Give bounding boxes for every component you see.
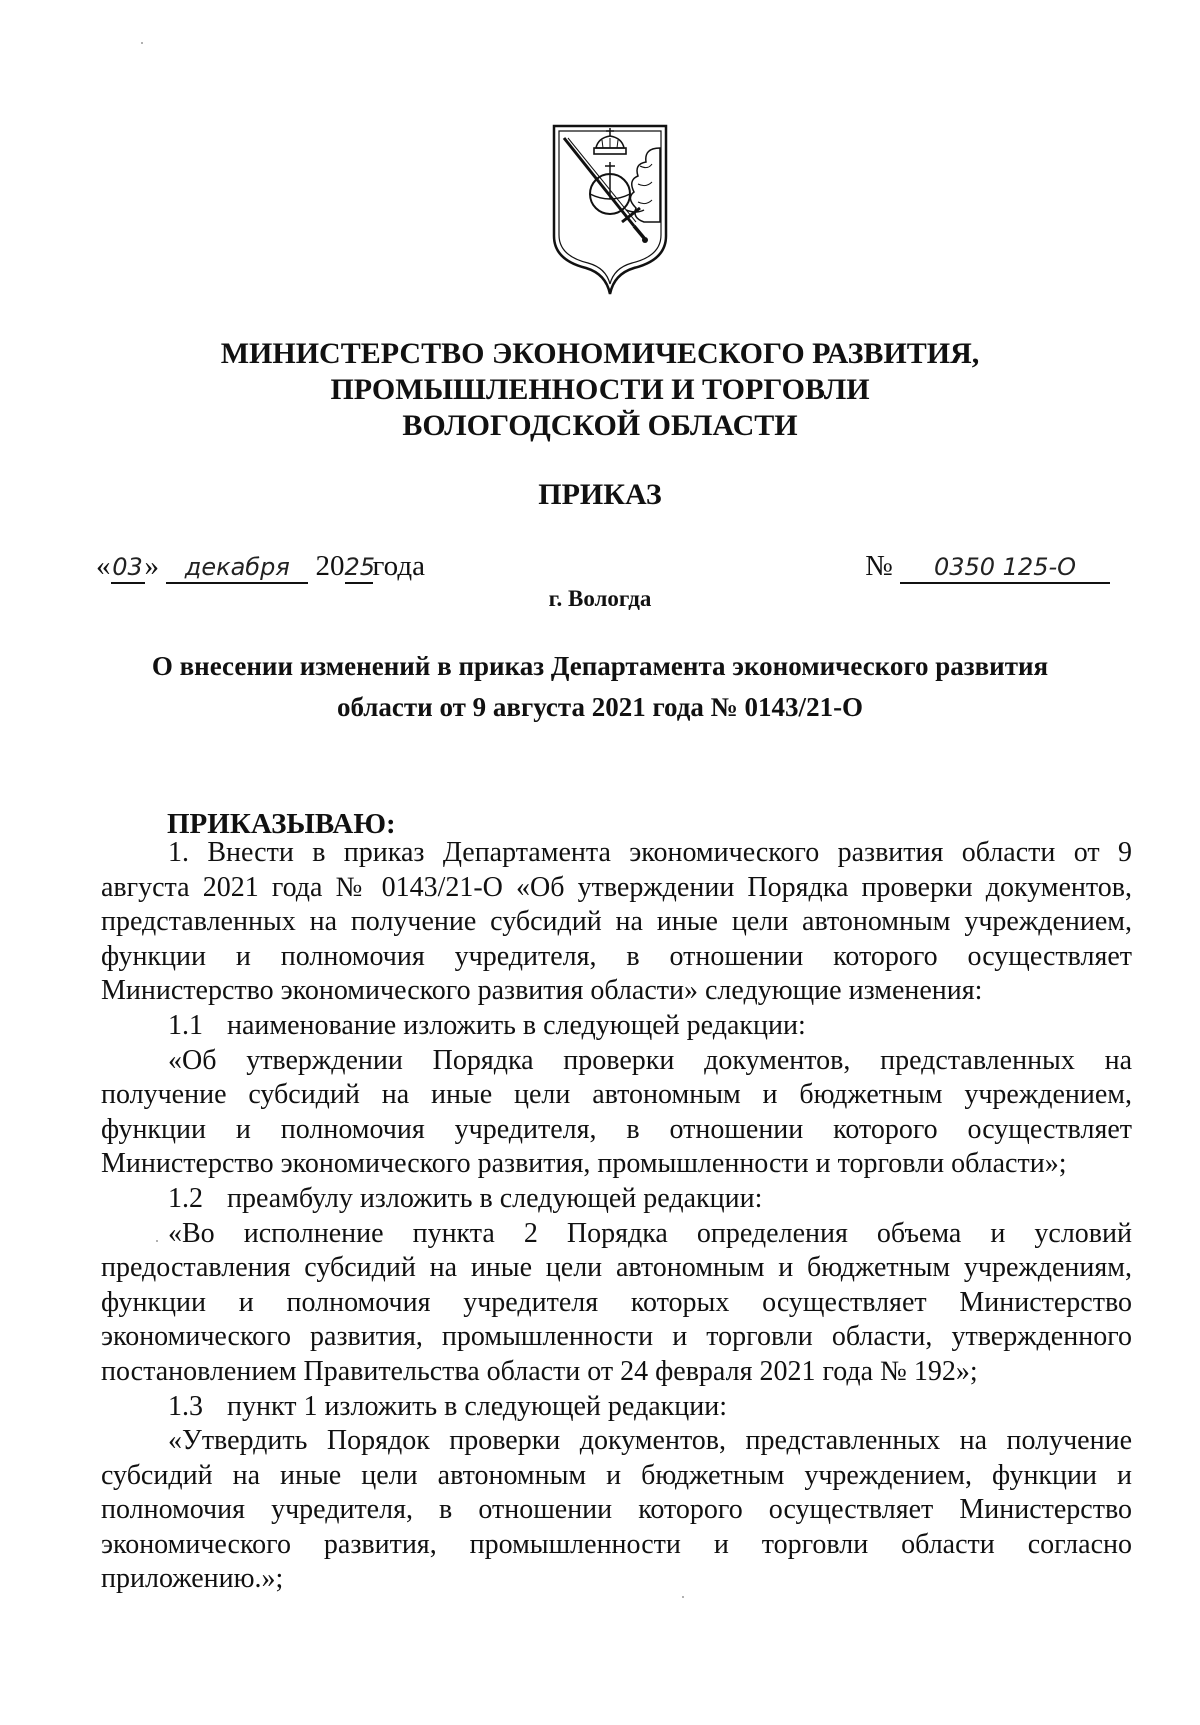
date-close-quote: » (144, 550, 159, 582)
quote-1-line: «Об утверждении Порядка проверки документов, представленных на (168, 1044, 1132, 1076)
p1-line: функции и полномочия учредителя, в отношении которого осуществляет (101, 940, 1132, 972)
date-year-word: года (372, 550, 425, 582)
scan-speck (682, 1596, 684, 1598)
quote-3-line: приложению.»; (101, 1563, 284, 1595)
subitem-text: пункт 1 изложить в следующей редакции: (227, 1390, 727, 1422)
quote-3-line: полномочия учредителя, в отношении которого осуществляет Министерство (101, 1494, 1132, 1526)
order-body (101, 836, 1132, 1597)
date-open-quote: « (96, 550, 111, 582)
subitem-text: наименование изложить в следующей редакции: (227, 1009, 806, 1041)
ministry-line-1: МИНИСТЕРСТВО ЭКОНОМИЧЕСКОГО РАЗВИТИЯ, (220, 337, 980, 370)
p1-line: августа 2021 года № 0143/21-О «Об утверждении Порядка проверки документов, (101, 871, 1132, 903)
subitem-1-2 (101, 1182, 1132, 1217)
order-subject (0, 646, 1200, 728)
quote-2-line: функции и полномочия учредителя которых осуществляет Министерство (101, 1286, 1132, 1318)
p1-line: Министерство экономического развития области» следующие изменения: (101, 975, 983, 1007)
quote-3-line: экономического развития, промышленности и торговли области согласно (101, 1528, 1132, 1560)
subitem-1-3 (101, 1390, 1132, 1425)
number-value: 0350 125-О (900, 552, 1110, 584)
quote-2-line: «Во исполнение пункта 2 Порядка определения объема и условий (168, 1217, 1132, 1249)
order-title: ПРИКАЗ (538, 478, 662, 511)
subitem-1-1 (101, 1009, 1132, 1044)
coat-of-arms-icon (548, 118, 672, 296)
quote-2-line: предоставления субсидий на иные цели автономным и бюджетным учреждениям, (101, 1252, 1132, 1284)
quote-1-line: функции и полномочия учредителя, в отношении которого осуществляет (101, 1113, 1132, 1145)
order-date (96, 550, 425, 584)
subject-line-1: О внесении изменений в приказ Департамента экономического развития (151, 651, 1049, 681)
scan-speck (156, 1240, 158, 1242)
scan-speck (141, 42, 143, 44)
ministry-name (0, 336, 1200, 444)
quote-2-line: постановлением Правительства области от 24 февраля 2021 года № 192»; (101, 1355, 978, 1387)
subitem-number: 1.1 (168, 1009, 203, 1041)
quote-3-line: «Утвердить Порядок проверки документов, представленных на получение (168, 1425, 1132, 1457)
orders-word: ПРИКАЗЫВАЮ: (167, 808, 396, 840)
p1-line: представленных на получение субсидий на иные цели автономным учреждением, (101, 906, 1132, 938)
quote-1-line: Министерство экономического развития, промышленности и торговли области»; (101, 1148, 1067, 1180)
subitem-number: 1.2 (168, 1182, 203, 1214)
ministry-line-3: ВОЛОГОДСКОЙ ОБЛАСТИ (402, 409, 798, 442)
number-sign: № (865, 550, 893, 582)
subitem-text: преамбулу изложить в следующей редакции: (227, 1182, 763, 1214)
subitem-number: 1.3 (168, 1390, 203, 1422)
date-year-suffix: 25 (345, 552, 373, 584)
quote-1-line: получение субсидий на иные цели автономным и бюджетным учреждением, (101, 1079, 1132, 1111)
date-day: 03 (111, 552, 145, 584)
quote-2-line: экономического развития, промышленности и торговли области, утвержденного (101, 1321, 1132, 1353)
p1-line: 1. Внести в приказ Департамента экономического развития области от 9 (168, 837, 1132, 868)
date-year-prefix: 20 (315, 550, 345, 582)
subject-line-2: области от 9 августа 2021 года № 0143/21-О (336, 692, 864, 722)
city: г. Вологда (548, 586, 652, 611)
date-month: декабря (166, 552, 308, 584)
ministry-line-2: ПРОМЫШЛЕННОСТИ И ТОРГОВЛИ (330, 373, 870, 406)
order-number (865, 550, 1110, 584)
quote-3-line: субсидий на иные цели автономным и бюджетным учреждением, функции и (101, 1459, 1132, 1491)
